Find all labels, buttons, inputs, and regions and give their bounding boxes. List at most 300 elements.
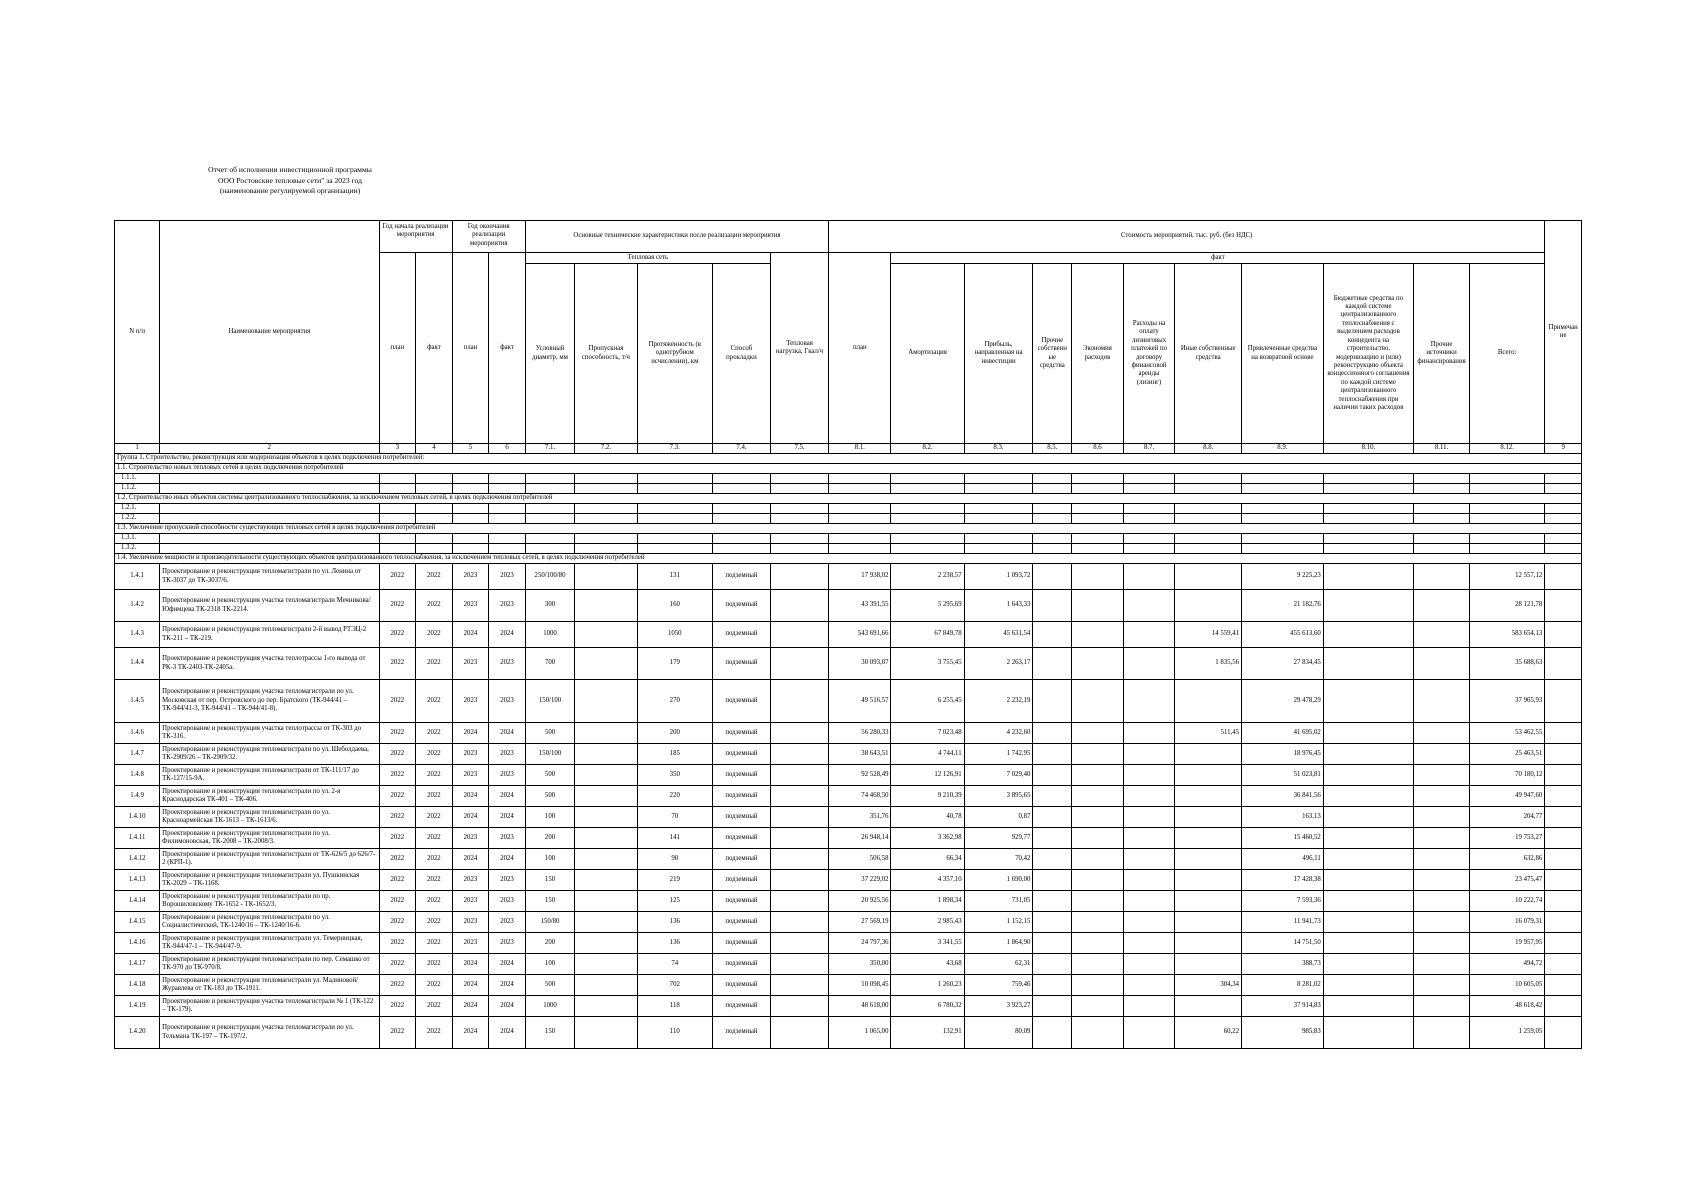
amortization-cell: 3 755,45 — [891, 648, 964, 680]
load-cell — [770, 849, 828, 870]
length-cell: 70 — [637, 807, 712, 828]
other-own2-cell — [1175, 807, 1242, 828]
col-number: 9 — [1545, 444, 1582, 454]
header-end-year: Год окончания реализации мероприятия — [452, 221, 525, 253]
diameter-cell: 150/80 — [525, 912, 574, 933]
amortization-cell: 3 341,55 — [891, 933, 964, 954]
length-cell: 702 — [637, 975, 712, 996]
amortization-cell: 66,34 — [891, 849, 964, 870]
header-start-plan: план — [379, 253, 416, 444]
throughput-cell — [575, 590, 637, 622]
savings-cell — [1072, 723, 1124, 744]
empty-cell — [379, 514, 416, 524]
other-sources-cell — [1414, 590, 1470, 622]
empty-cell — [964, 544, 1033, 554]
borrowed-cell: 37 914,83 — [1242, 996, 1324, 1017]
other-own-cell — [1033, 1017, 1072, 1049]
throughput-cell — [575, 891, 637, 912]
profit-cell: 3 923,27 — [964, 996, 1033, 1017]
other-own2-cell — [1175, 891, 1242, 912]
throughput-cell — [575, 870, 637, 891]
total-cell: 19 753,27 — [1470, 828, 1545, 849]
empty-cell — [770, 474, 828, 484]
empty-cell — [525, 544, 574, 554]
other-sources-cell — [1414, 1017, 1470, 1049]
start-plan-cell: 2022 — [379, 765, 416, 786]
savings-cell — [1072, 680, 1124, 723]
total-cell: 204,77 — [1470, 807, 1545, 828]
amortization-cell: 1 898,34 — [891, 891, 964, 912]
end-plan-cell: 2024 — [452, 786, 489, 807]
length-cell: 74 — [637, 954, 712, 975]
empty-cell — [1175, 504, 1242, 514]
header-load: Тепловая нагрузка, Гкал/ч — [770, 253, 828, 444]
diameter-cell: 150 — [525, 870, 574, 891]
empty-cell — [1123, 514, 1175, 524]
empty-cell — [1033, 484, 1072, 494]
table-row — [115, 870, 1582, 891]
diameter-cell: 500 — [525, 975, 574, 996]
empty-cell — [1033, 544, 1072, 554]
load-cell — [770, 891, 828, 912]
empty-cell — [1323, 514, 1413, 524]
other-own-cell — [1033, 786, 1072, 807]
profit-cell: 1 643,33 — [964, 590, 1033, 622]
total-cell: 48 618,42 — [1470, 996, 1545, 1017]
borrowed-cell: 18 976,45 — [1242, 744, 1324, 765]
empty-cell — [160, 534, 379, 544]
total-cell: 583 654,13 — [1470, 622, 1545, 648]
amortization-cell: 43,68 — [891, 954, 964, 975]
diameter-cell: 250/100/80 — [525, 564, 574, 590]
end-fact-cell: 2023 — [489, 648, 526, 680]
other-own-cell — [1033, 828, 1072, 849]
total-cell: 16 079,31 — [1470, 912, 1545, 933]
empty-cell — [964, 484, 1033, 494]
laying-cell: подземный — [712, 933, 770, 954]
cost-plan-cell: 1 065,00 — [829, 1017, 891, 1049]
load-cell — [770, 954, 828, 975]
header-diameter: Условный диаметр, мм — [525, 264, 574, 444]
end-fact-cell: 2024 — [489, 975, 526, 996]
empty-cell — [379, 534, 416, 544]
empty-cell — [1323, 484, 1413, 494]
col-number: 8.6 — [1072, 444, 1124, 454]
header-end-plan: план — [452, 253, 489, 444]
empty-cell — [1414, 474, 1470, 484]
budget-cell — [1323, 723, 1413, 744]
start-fact-cell: 2022 — [416, 680, 453, 723]
col-number: 3 — [379, 444, 416, 454]
table-row — [115, 975, 1582, 996]
amortization-cell: 3 362,98 — [891, 828, 964, 849]
start-fact-cell: 2022 — [416, 912, 453, 933]
budget-cell — [1323, 680, 1413, 723]
cost-plan-cell: 49 516,57 — [829, 680, 891, 723]
report-title — [140, 165, 440, 197]
budget-cell — [1323, 648, 1413, 680]
budget-cell — [1323, 622, 1413, 648]
length-cell: 219 — [637, 870, 712, 891]
throughput-cell — [575, 786, 637, 807]
empty-cell — [1545, 544, 1582, 554]
diameter-cell: 200 — [525, 933, 574, 954]
header-profit: Прибыль, направленная на инвестиции — [964, 264, 1033, 444]
empty-cell — [829, 484, 891, 494]
start-fact-cell: 2022 — [416, 723, 453, 744]
empty-cell — [575, 544, 637, 554]
total-cell: 37 965,93 — [1470, 680, 1545, 723]
empty-cell — [452, 514, 489, 524]
empty-cell — [1414, 534, 1470, 544]
empty-cell — [712, 534, 770, 544]
end-plan-cell: 2023 — [452, 564, 489, 590]
other-sources-cell — [1414, 996, 1470, 1017]
name-cell: Проектирование и реконструкция участка тепломагистрали по ул. Московская от пер. Островского до пер. Братского (ТК-944/41 – ТК-944/41-3, ТК-944/41 – ТК-944/41-8). — [160, 680, 379, 723]
name-cell: Проектирование и реконструкция участка теплотрассы от ТК-303 до ТК-316. — [160, 723, 379, 744]
name-cell: Проектирование и реконструкция тепломагистрали 2-й вывод РТЭЦ-2 ТК-211 – ТК-219. — [160, 622, 379, 648]
laying-cell: подземный — [712, 622, 770, 648]
empty-row — [115, 474, 1582, 484]
col-number: 8.10. — [1323, 444, 1413, 454]
start-plan-cell: 2022 — [379, 849, 416, 870]
empty-cell — [379, 474, 416, 484]
other-own-cell — [1033, 996, 1072, 1017]
name-cell: Проектирование и реконструкция тепломагистрали от ТК-111/17 до ТК-127/15-9А. — [160, 765, 379, 786]
budget-cell — [1323, 786, 1413, 807]
start-fact-cell: 2022 — [416, 933, 453, 954]
laying-cell: подземный — [712, 828, 770, 849]
col-number: 7.2. — [575, 444, 637, 454]
start-fact-cell: 2022 — [416, 765, 453, 786]
empty-cell — [1123, 484, 1175, 494]
col-number: 5 — [452, 444, 489, 454]
length-cell: 141 — [637, 828, 712, 849]
empty-cell — [964, 504, 1033, 514]
load-cell — [770, 648, 828, 680]
other-own-cell — [1033, 891, 1072, 912]
empty-cell — [712, 514, 770, 524]
lease-cell — [1123, 1017, 1175, 1049]
budget-cell — [1323, 849, 1413, 870]
empty-cell — [416, 534, 453, 544]
budget-cell — [1323, 807, 1413, 828]
row-code: 1.1.1. — [115, 474, 160, 484]
empty-cell — [575, 504, 637, 514]
col-number: 8.7. — [1123, 444, 1175, 454]
other-own2-cell — [1175, 828, 1242, 849]
start-fact-cell: 2022 — [416, 807, 453, 828]
laying-cell: подземный — [712, 564, 770, 590]
throughput-cell — [575, 680, 637, 723]
total-cell: 1 259,05 — [1470, 1017, 1545, 1049]
other-sources-cell — [1414, 786, 1470, 807]
cost-plan-cell: 543 691,66 — [829, 622, 891, 648]
other-own2-cell — [1175, 590, 1242, 622]
laying-cell: подземный — [712, 954, 770, 975]
end-fact-cell: 2023 — [489, 870, 526, 891]
col-number: 2 — [160, 444, 379, 454]
header-name: Наименование мероприятия — [160, 221, 379, 444]
other-own2-cell — [1175, 870, 1242, 891]
savings-cell — [1072, 975, 1124, 996]
load-cell — [770, 975, 828, 996]
borrowed-cell: 15 460,52 — [1242, 828, 1324, 849]
empty-row — [115, 534, 1582, 544]
diameter-cell: 1000 — [525, 996, 574, 1017]
budget-cell — [1323, 590, 1413, 622]
code-cell: 1.4.3 — [115, 622, 160, 648]
header-throughput: Пропускная способность, т/ч — [575, 264, 637, 444]
col-number: 8.5. — [1033, 444, 1072, 454]
end-fact-cell: 2023 — [489, 891, 526, 912]
header-savings: Экономия расходов — [1072, 264, 1124, 444]
other-sources-cell — [1414, 765, 1470, 786]
empty-cell — [637, 484, 712, 494]
header-cost-plan: план — [829, 253, 891, 444]
profit-cell: 1 864,90 — [964, 933, 1033, 954]
budget-cell — [1323, 912, 1413, 933]
lease-cell — [1123, 975, 1175, 996]
code-cell: 1.4.9 — [115, 786, 160, 807]
empty-cell — [829, 474, 891, 484]
cost-plan-cell: 48 618,00 — [829, 996, 891, 1017]
end-fact-cell: 2023 — [489, 680, 526, 723]
profit-cell: 1 093,72 — [964, 564, 1033, 590]
laying-cell: подземный — [712, 786, 770, 807]
end-fact-cell: 2024 — [489, 849, 526, 870]
diameter-cell: 500 — [525, 765, 574, 786]
borrowed-cell: 496,11 — [1242, 849, 1324, 870]
section-heading: 1.3. Увеличение пропускной способности существующих тепловых сетей в целях подключения потребителей — [115, 524, 1582, 534]
borrowed-cell: 29 478,29 — [1242, 680, 1324, 723]
other-sources-cell — [1414, 975, 1470, 996]
lease-cell — [1123, 564, 1175, 590]
table-row — [115, 564, 1582, 590]
name-cell: Проектирование и реконструкция тепломагистрали от ТК-626/5 до 626/7-2 (КРП-1). — [160, 849, 379, 870]
end-plan-cell: 2024 — [452, 975, 489, 996]
throughput-cell — [575, 807, 637, 828]
length-cell: 90 — [637, 849, 712, 870]
other-sources-cell — [1414, 622, 1470, 648]
start-plan-cell: 2022 — [379, 954, 416, 975]
empty-cell — [1414, 514, 1470, 524]
empty-cell — [525, 534, 574, 544]
section-heading: 1.2. Строительство иных объектов системы централизованного теплоснабжения, за исключением тепловых сетей, в целях подключения потребителей — [115, 494, 1582, 504]
note-cell — [1545, 680, 1582, 723]
savings-cell — [1072, 870, 1124, 891]
table-row — [115, 828, 1582, 849]
empty-cell — [829, 544, 891, 554]
end-fact-cell: 2024 — [489, 996, 526, 1017]
borrowed-cell: 51 023,81 — [1242, 765, 1324, 786]
profit-cell: 45 631,54 — [964, 622, 1033, 648]
cost-plan-cell: 56 280,33 — [829, 723, 891, 744]
cost-plan-cell: 10 098,45 — [829, 975, 891, 996]
throughput-cell — [575, 828, 637, 849]
empty-cell — [1072, 534, 1124, 544]
lease-cell — [1123, 954, 1175, 975]
empty-cell — [1242, 514, 1324, 524]
borrowed-cell: 9 225,23 — [1242, 564, 1324, 590]
col-number: 8.2. — [891, 444, 964, 454]
name-cell: Проектирование и реконструкция тепломагистрали ул. Пушкинская ТК-2029 – ТК-1168. — [160, 870, 379, 891]
amortization-cell: 5 295,69 — [891, 590, 964, 622]
throughput-cell — [575, 648, 637, 680]
code-cell: 1.4.13 — [115, 870, 160, 891]
empty-cell — [637, 474, 712, 484]
note-cell — [1545, 622, 1582, 648]
table-row — [115, 807, 1582, 828]
note-cell — [1545, 564, 1582, 590]
laying-cell: подземный — [712, 680, 770, 723]
header-length: Протяженность (в однотрубном исчислении), км — [637, 264, 712, 444]
total-cell: 19 957,95 — [1470, 933, 1545, 954]
code-cell: 1.4.8 — [115, 765, 160, 786]
total-cell: 35 688,63 — [1470, 648, 1545, 680]
length-cell: 136 — [637, 933, 712, 954]
start-fact-cell: 2022 — [416, 954, 453, 975]
load-cell — [770, 765, 828, 786]
savings-cell — [1072, 622, 1124, 648]
budget-cell — [1323, 933, 1413, 954]
budget-cell — [1323, 891, 1413, 912]
note-cell — [1545, 786, 1582, 807]
total-cell: 53 462,55 — [1470, 723, 1545, 744]
other-own-cell — [1033, 765, 1072, 786]
amortization-cell: 4 744,11 — [891, 744, 964, 765]
load-cell — [770, 912, 828, 933]
empty-cell — [829, 514, 891, 524]
lease-cell — [1123, 680, 1175, 723]
diameter-cell: 150/100 — [525, 744, 574, 765]
throughput-cell — [575, 1017, 637, 1049]
name-cell: Проектирование и реконструкция тепломагистрали по пр. Ворошиловскому ТК-1652 - ТК-1652/3. — [160, 891, 379, 912]
load-cell — [770, 1017, 828, 1049]
empty-cell — [712, 544, 770, 554]
name-cell: Проектирование и реконструкция участка тепломагистрали № 1 (ТК-122 – ТК-179). — [160, 996, 379, 1017]
empty-cell — [1072, 514, 1124, 524]
table-row — [115, 996, 1582, 1017]
other-sources-cell — [1414, 933, 1470, 954]
empty-cell — [489, 534, 526, 544]
load-cell — [770, 622, 828, 648]
length-cell: 270 — [637, 680, 712, 723]
length-cell: 110 — [637, 1017, 712, 1049]
empty-cell — [1470, 484, 1545, 494]
end-fact-cell: 2023 — [489, 564, 526, 590]
cost-plan-cell: 92 528,49 — [829, 765, 891, 786]
end-plan-cell: 2024 — [452, 622, 489, 648]
end-plan-cell: 2023 — [452, 828, 489, 849]
header-budget: Бюджетные средства по каждой системе централизованного теплоснабжения с выделением расходов концедента на строительство, модернизацию и (или) реконструкцию объекта концессионного соглашения по каждой системе централизованного теплоснабжения при наличии таких расходов — [1323, 264, 1413, 444]
code-cell: 1.4.16 — [115, 933, 160, 954]
empty-cell — [1545, 484, 1582, 494]
length-cell: 118 — [637, 996, 712, 1017]
table-row — [115, 590, 1582, 622]
length-cell: 185 — [637, 744, 712, 765]
empty-cell — [1414, 484, 1470, 494]
end-plan-cell: 2023 — [452, 912, 489, 933]
code-cell: 1.4.20 — [115, 1017, 160, 1049]
length-cell: 200 — [637, 723, 712, 744]
col-number: 8.11. — [1414, 444, 1470, 454]
table-row — [115, 849, 1582, 870]
investment-table — [114, 220, 1582, 1049]
empty-cell — [770, 484, 828, 494]
other-own-cell — [1033, 744, 1072, 765]
empty-cell — [1323, 504, 1413, 514]
total-cell: 10 605,05 — [1470, 975, 1545, 996]
empty-row — [115, 514, 1582, 524]
code-cell: 1.4.19 — [115, 996, 160, 1017]
empty-cell — [160, 474, 379, 484]
empty-cell — [829, 534, 891, 544]
empty-cell — [1545, 504, 1582, 514]
diameter-cell: 100 — [525, 807, 574, 828]
start-fact-cell: 2022 — [416, 744, 453, 765]
other-sources-cell — [1414, 807, 1470, 828]
amortization-cell: 132,91 — [891, 1017, 964, 1049]
note-cell — [1545, 870, 1582, 891]
throughput-cell — [575, 564, 637, 590]
header-total: Всего: — [1470, 264, 1545, 444]
throughput-cell — [575, 744, 637, 765]
investment-table-container — [114, 220, 1582, 1049]
throughput-cell — [575, 912, 637, 933]
code-cell: 1.4.2 — [115, 590, 160, 622]
savings-cell — [1072, 765, 1124, 786]
laying-cell: подземный — [712, 912, 770, 933]
cost-plan-cell: 17 938,02 — [829, 564, 891, 590]
other-own2-cell — [1175, 933, 1242, 954]
length-cell: 350 — [637, 765, 712, 786]
empty-cell — [525, 484, 574, 494]
end-plan-cell: 2023 — [452, 648, 489, 680]
laying-cell: подземный — [712, 590, 770, 622]
empty-cell — [712, 474, 770, 484]
end-fact-cell: 2024 — [489, 786, 526, 807]
start-fact-cell: 2022 — [416, 564, 453, 590]
borrowed-cell: 8 281,02 — [1242, 975, 1324, 996]
start-plan-cell: 2022 — [379, 912, 416, 933]
diameter-cell: 500 — [525, 786, 574, 807]
note-cell — [1545, 828, 1582, 849]
amortization-cell: 2 985,43 — [891, 912, 964, 933]
amortization-cell: 9 210,39 — [891, 786, 964, 807]
empty-cell — [452, 544, 489, 554]
code-cell: 1.4.12 — [115, 849, 160, 870]
total-cell: 49 947,60 — [1470, 786, 1545, 807]
other-own2-cell: 304,34 — [1175, 975, 1242, 996]
table-row — [115, 786, 1582, 807]
other-sources-cell — [1414, 870, 1470, 891]
start-plan-cell: 2022 — [379, 1017, 416, 1049]
empty-cell — [575, 474, 637, 484]
report-title-line: ООО Ростовские тепловые сети" за 2023 год — [218, 175, 362, 185]
empty-row — [115, 484, 1582, 494]
empty-cell — [575, 514, 637, 524]
section-heading: 1.4. Увеличение мощности и производительности существующих объектов централизованного теплоснабжения, за исключением тепловых сетей, в целях подключения потребителей — [115, 554, 1582, 564]
end-plan-cell: 2024 — [452, 996, 489, 1017]
budget-cell — [1323, 564, 1413, 590]
lease-cell — [1123, 744, 1175, 765]
amortization-cell: 67 849,78 — [891, 622, 964, 648]
end-fact-cell: 2023 — [489, 828, 526, 849]
lease-cell — [1123, 723, 1175, 744]
throughput-cell — [575, 723, 637, 744]
end-fact-cell: 2023 — [489, 933, 526, 954]
